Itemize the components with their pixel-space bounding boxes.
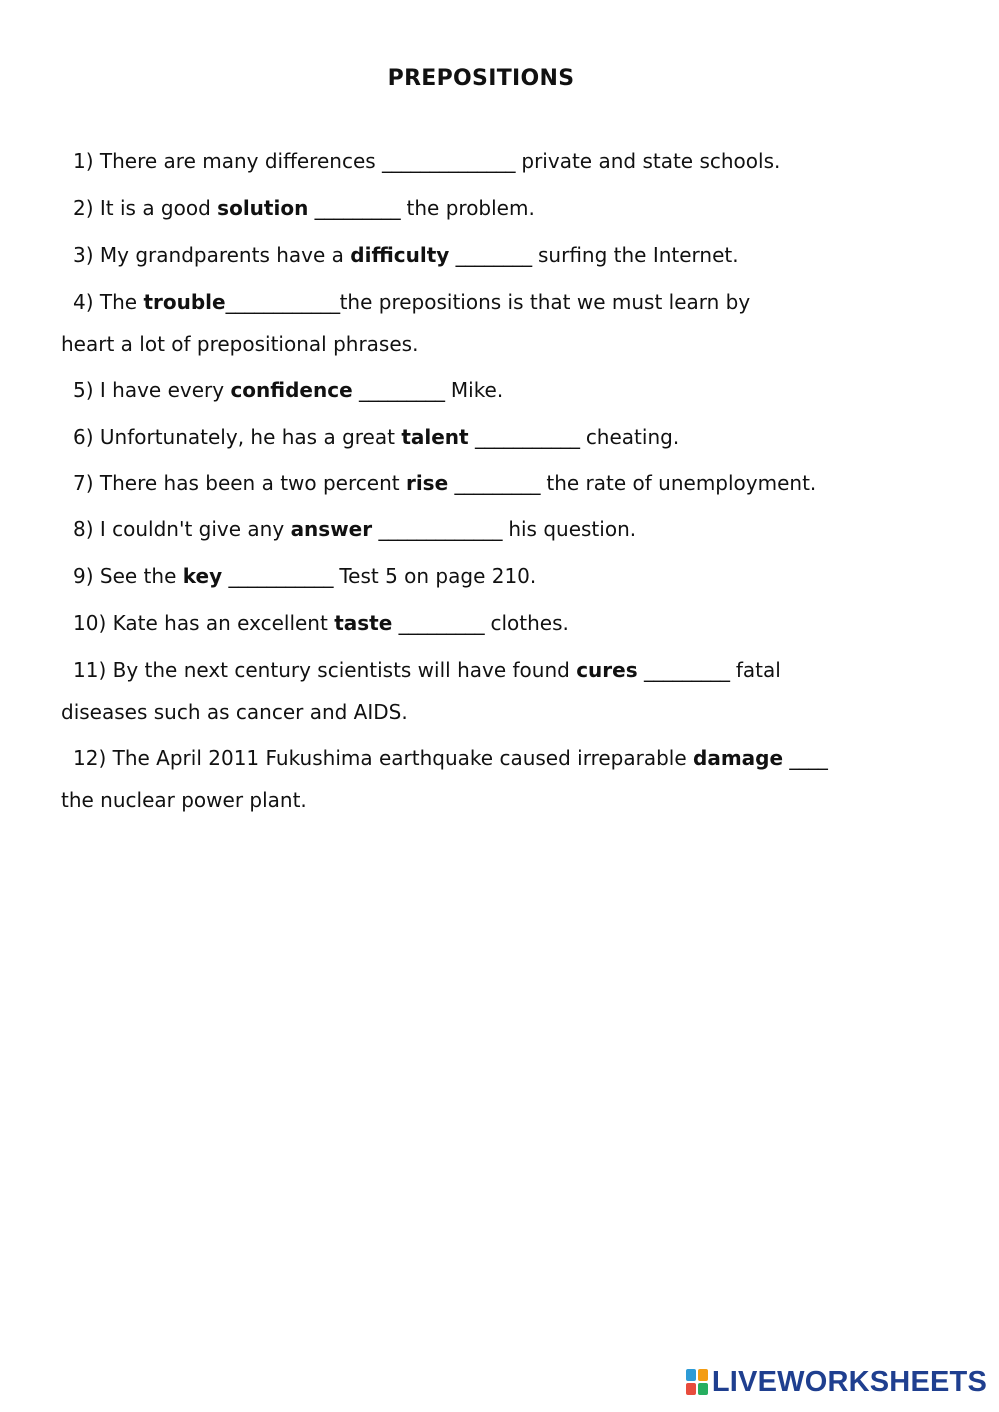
keyword: key (182, 564, 223, 588)
logo-square (686, 1383, 696, 1395)
logo-square (686, 1369, 696, 1381)
question-4: 4) The trouble____________the prepositions is that we must learn by heart a lot of prepositional phrases. (61, 290, 751, 356)
keyword: difficulty (350, 243, 450, 267)
question-list (61, 140, 921, 821)
answer-blank[interactable]: _________ (359, 378, 445, 402)
answer-blank[interactable]: ___________ (474, 425, 580, 449)
logo-text: LIVEWORKSHEETS (711, 1365, 987, 1398)
page-title: PREPOSITIONS (387, 66, 575, 91)
logo-square (698, 1369, 708, 1381)
question-3: 3) My grandparents have a difficulty ________ surfing the Internet. (73, 243, 739, 267)
keyword: answer (290, 517, 373, 541)
answer-blank[interactable]: _________ (398, 611, 485, 635)
keyword: taste (334, 611, 393, 635)
question-7: 7) There has been a two percent rise _________ the rate of unemployment. (73, 471, 817, 495)
answer-blank[interactable]: ________ (455, 243, 532, 267)
question-8: 8) I couldn't give any answer _____________ his question. (73, 517, 637, 541)
answer-blank[interactable]: _________ (643, 658, 730, 682)
answer-blank[interactable]: ____ (789, 746, 828, 770)
logo-square (698, 1383, 708, 1395)
answer-blank[interactable]: _________ (454, 471, 540, 495)
question-1: 1) There are many differences ______________ private and state schools. (73, 149, 781, 173)
answer-blank[interactable]: ___________ (228, 564, 333, 588)
question-continuation: heart a lot of prepositional phrases. (61, 332, 419, 356)
liveworksheets-logo-icon (686, 1369, 708, 1395)
question-12: 12) The April 2011 Fukushima earthquake caused irreparable damage ____ the nuclear power plant. (61, 746, 828, 812)
keyword: talent (401, 425, 469, 449)
question-6: 6) Unfortunately, he has a great talent ___________ cheating. (73, 425, 680, 449)
answer-blank[interactable]: _____________ (378, 517, 502, 541)
keyword: solution (217, 196, 309, 220)
question-5: 5) I have every confidence _________ Mike. (73, 378, 504, 402)
answer-blank[interactable]: ____________ (225, 290, 340, 314)
keyword: damage (693, 746, 784, 770)
question-10: 10) Kate has an excellent taste _________ clothes. (73, 611, 569, 635)
question-continuation: the nuclear power plant. (61, 788, 307, 812)
keyword: confidence (230, 378, 353, 402)
answer-blank[interactable]: _________ (314, 196, 401, 220)
answer-blank[interactable]: ______________ (382, 149, 516, 173)
keyword: cures (576, 658, 638, 682)
question-11: 11) By the next century scientists will have found cures _________ fatal diseases such as cancer and AIDS. (61, 658, 781, 724)
question-9: 9) See the key ___________ Test 5 on page 210. (73, 564, 537, 588)
keyword: trouble (143, 290, 226, 314)
keyword: rise (405, 471, 449, 495)
question-2: 2) It is a good solution _________ the problem. (73, 196, 535, 220)
liveworksheets-logo[interactable] (686, 1366, 987, 1398)
question-continuation: diseases such as cancer and AIDS. (61, 700, 408, 724)
